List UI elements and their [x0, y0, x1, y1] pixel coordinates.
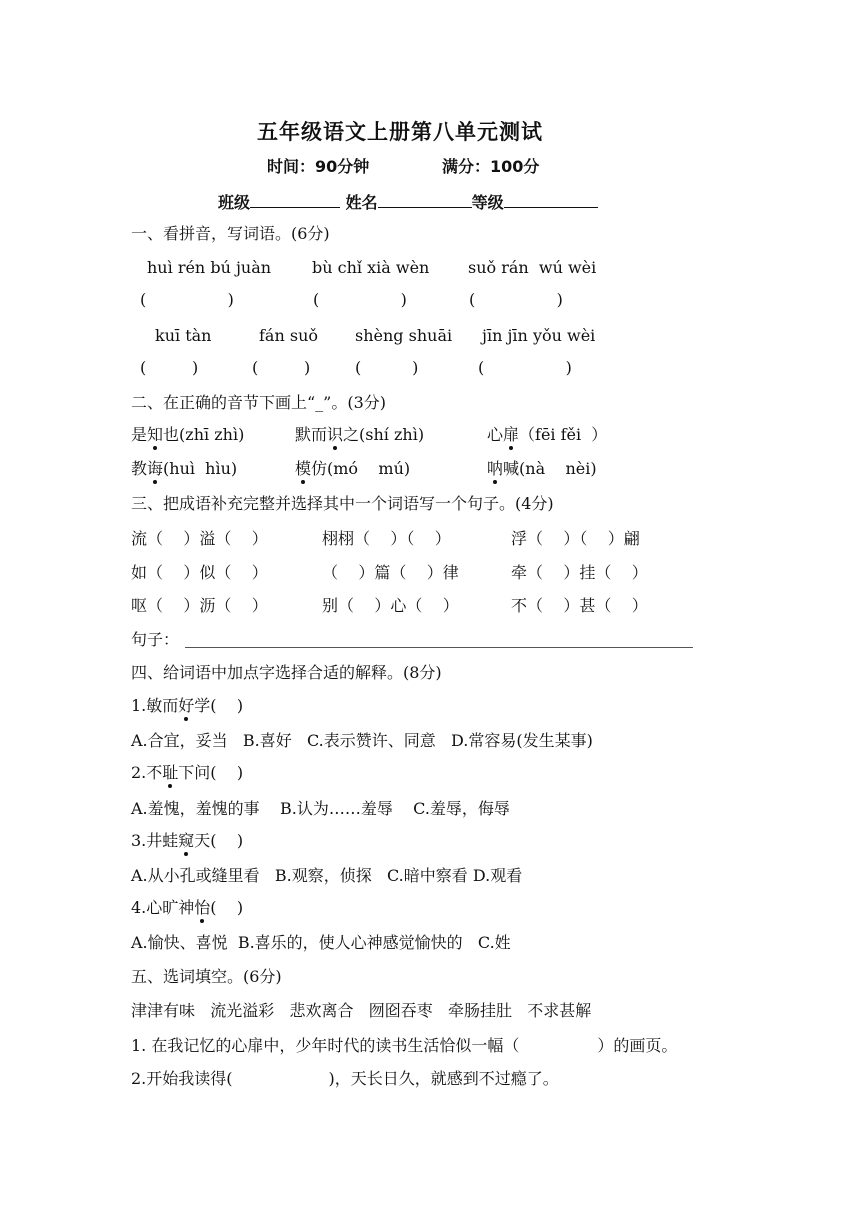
dotted-char: 扉 [503, 425, 520, 444]
dotted-char: 耻 [162, 763, 179, 782]
syllable-item-1: 是知也(zhī zhì) [131, 425, 245, 444]
fill-question-2: 2.开始我读得( )，天长日久，就感到不过瘾了。 [131, 1069, 559, 1088]
syllable-item-6: 呐喊(nà nèi) [487, 459, 597, 478]
answer-box-2-3[interactable]: ( ) [355, 358, 419, 377]
question-4-3: 3.井蛙窥天( ) [131, 831, 244, 850]
pinyin-2-4: jīn jīn yǒu wèi [482, 326, 596, 345]
dotted-char: 好 [178, 696, 195, 715]
section-5-heading: 五、选词填空。(6分) [131, 967, 282, 986]
time-info: 时间：90分钟 [267, 157, 370, 176]
pinyin-2-3: shèng shuāi [355, 326, 453, 345]
question-4-2: 2.不耻下问( ) [131, 763, 244, 782]
pinyin-1-1: huì rén bú juàn [147, 258, 272, 277]
sentence-blank[interactable] [185, 647, 693, 648]
grade-label: 等级 [471, 193, 504, 212]
answer-box-1-3[interactable]: ( ) [469, 290, 563, 309]
class-label: 班级 [218, 193, 251, 212]
answer-box-1-1[interactable]: ( ) [140, 290, 234, 309]
idiom-3-1: 呕（ ）沥（ ） [131, 596, 268, 615]
answer-box-2-4[interactable]: ( ) [478, 358, 572, 377]
dotted-char: 知 [147, 425, 164, 444]
name-label: 姓名 [345, 193, 378, 212]
student-info-row [218, 191, 598, 213]
section-2-heading: 二、在正确的音节下画上“_”。(3分) [131, 393, 387, 412]
section-3-heading: 三、把成语补充完整并选择其中一个词语写一个句子。(4分) [131, 494, 554, 513]
pinyin-2-1: kuī tàn [155, 326, 212, 345]
score-info: 满分：100分 [442, 157, 540, 176]
answer-box-2-1[interactable]: ( ) [140, 358, 199, 377]
dotted-char: 识 [327, 425, 344, 444]
class-blank[interactable] [250, 191, 340, 208]
idiom-3-2: 别（ ）心（ ） [322, 596, 459, 615]
pinyin-2-2: fán suǒ [259, 326, 318, 345]
syllable-item-4: 教诲(huì hìu) [131, 459, 238, 478]
syllable-item-3: 心扉（fēi fěi ） [487, 425, 608, 444]
pinyin-1-2: bù chǐ xià wèn [312, 258, 430, 277]
answer-box-1-2[interactable]: ( ) [313, 290, 407, 309]
fill-question-1: 1. 在我记忆的心扉中，少年时代的读书生活恰似一幅（ ）的画页。 [131, 1036, 678, 1055]
dotted-char: 窥 [178, 831, 195, 850]
question-4-4: 4.心旷神怡( ) [131, 898, 244, 917]
sentence-label: 句子： [131, 630, 180, 649]
options-4-1: A.合宜，妥当 B.喜好 C.表示赞许、同意 D.常容易(发生某事) [131, 731, 593, 750]
answer-box-2-2[interactable]: ( ) [252, 358, 311, 377]
idiom-2-2: （ ）篇（ ）律 [322, 563, 459, 582]
grade-blank[interactable] [504, 191, 598, 208]
section-4-heading: 四、给词语中加点字选择合适的解释。(8分) [131, 663, 442, 682]
dotted-char: 模 [295, 459, 312, 478]
name-blank[interactable] [378, 191, 472, 208]
dotted-char: 呐 [487, 459, 504, 478]
section-1-heading: 一、看拼音，写词语。(6分) [131, 224, 330, 243]
options-4-2: A.羞愧，羞愧的事 B.认为……羞辱 C.羞辱，侮辱 [131, 799, 510, 818]
idiom-1-3: 浮（ ）（ ）翩 [511, 529, 640, 548]
idiom-2-3: 牵（ ）挂（ ） [511, 563, 648, 582]
idiom-3-3: 不（ ）甚（ ） [511, 596, 648, 615]
idiom-1-2: 栩栩（ ）（ ） [322, 529, 451, 548]
question-4-1: 1.敏而好学( ) [131, 696, 244, 715]
idiom-2-1: 如（ ）似（ ） [131, 563, 268, 582]
dotted-char: 诲 [147, 459, 164, 478]
idiom-1-1: 流（ ）溢（ ） [131, 529, 268, 548]
pinyin-1-3: suǒ rán wú wèi [468, 258, 597, 277]
options-4-4: A.愉快、喜悦 B.喜乐的，使人心神感觉愉快的 C.姓 [131, 933, 511, 952]
syllable-item-5: 模仿(mó mú) [295, 459, 411, 478]
page-title: 五年级语文上册第八单元测试 [257, 120, 543, 144]
dotted-char: 怡 [194, 898, 211, 917]
options-4-3: A.从小孔或缝里看 B.观察，侦探 C.暗中察看 D.观看 [131, 866, 523, 885]
word-bank: 津津有味 流光溢彩 悲欢离合 囫囵吞枣 牵肠挂肚 不求甚解 [131, 1001, 592, 1020]
syllable-item-2: 默而识之(shí zhì) [295, 425, 425, 444]
